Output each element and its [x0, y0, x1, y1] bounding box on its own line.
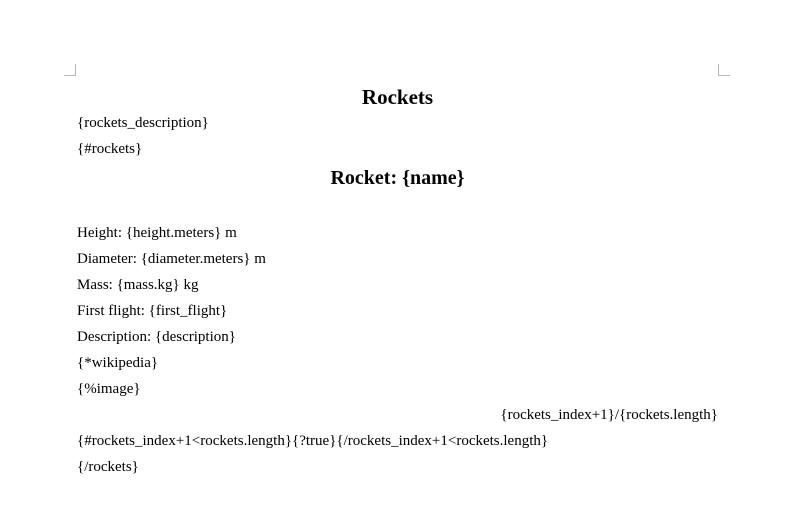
paragraph-diameter: Diameter: {diameter.meters} m	[77, 251, 266, 267]
paragraph-rockets-loop-end: {/rockets}	[77, 459, 139, 475]
crop-mark-top-left	[64, 64, 76, 76]
paragraph-wikipedia: {*wikipedia}	[77, 355, 159, 371]
paragraph-rockets-description: {rockets_description}	[77, 115, 209, 131]
paragraph-conditional: {#rockets_index+1<rockets.length}{?true}{/rockets_index+1<rockets.length}	[77, 433, 549, 449]
empty-paragraph	[77, 191, 718, 220]
document-title: Rockets	[361, 85, 434, 109]
paragraph-height: Height: {height.meters} m	[77, 225, 237, 241]
document-body[interactable]	[77, 84, 718, 480]
rocket-heading: Rocket: {name}	[330, 167, 465, 189]
paragraph-image: {%image}	[77, 381, 141, 397]
crop-mark-top-right	[718, 64, 730, 76]
paragraph-mass: Mass: {mass.kg} kg	[77, 277, 199, 293]
paragraph-index-counter: {rockets_index+1}/{rockets.length}	[500, 407, 718, 423]
paragraph-description: Description: {description}	[77, 329, 236, 345]
paragraph-first-flight: First flight: {first_flight}	[77, 303, 228, 319]
paragraph-rockets-loop-start: {#rockets}	[77, 141, 143, 157]
